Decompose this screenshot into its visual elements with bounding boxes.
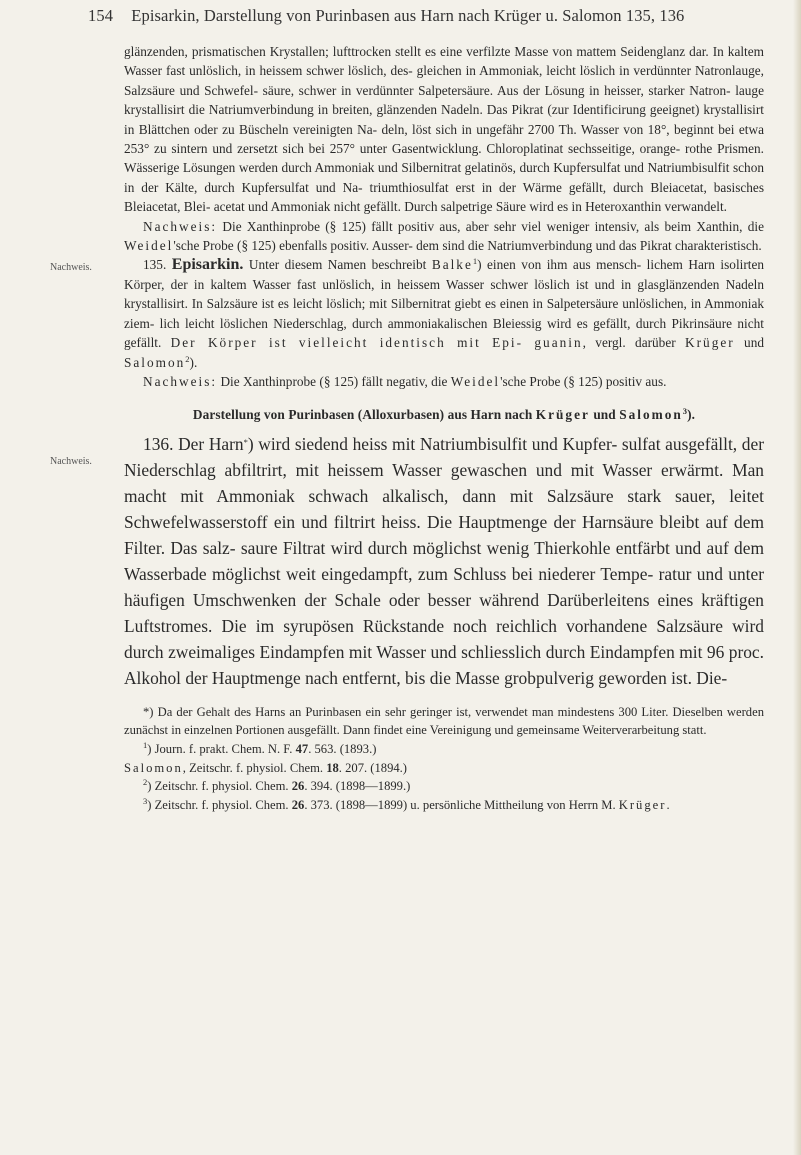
para-text: ) wird siedend heiss mit Natriumbisulfit und Kupfer- sulfat ausgefällt, der Niederschlag abfiltrirt, mit heissem Wasser gewaschen und mit Wasser erwärmt. Man macht mit Ammoniak schwach alkalisch, dann mit Salzsäure stark sauer, leitet Schwefelwasserstoff ein und filtrirt heiss. Die Hauptmenge der Harnsäure bleibt auf dem Filter. Das salz- saure Filtrat wird durch möglichst wenig Thierkohle entfärbt und auf dem Wasserbade möglichst weit eingedampft, zum Schluss bei niederer Tempe- ratur und unter häufigen Umschwenken der Schale oder besser während Darüberleitens eines kräftigen Luftstromes. Die im syrupösen Rückstande noch reichlich vorhandene Salzsäure wird durch zweimaliges Eindampfen mit Wasser und schliesslich durch Eindampfen mit 96 proc. Alkohol der Hauptmenge nach entfernt, bis die Masse grobpulverig geworden ist. Die- [124,433,764,688]
nachweis-text: 'sche Probe (§ 125) positiv aus. [500,373,667,389]
footnote-mark: 1 [143,739,148,750]
paragraph-nachweis-1 [124,217,764,256]
episarkin-text: , vergl. darüber [582,335,686,351]
paragraph-episarkin [124,255,764,371]
footnote-star [124,703,764,740]
volume-number: 26 [291,779,305,794]
footnotes [124,703,764,815]
footnote-text: . [666,797,670,812]
large-type-paragraph [124,431,764,691]
episarkin-text: Unter diesem Namen beschreibt [243,257,432,273]
episarkin-text: ). [189,354,198,370]
nachweis-text: 'sche Probe (§ 125) ebenfalls positiv. Ausser- dem sind die Natriumverbindung und das Pikrat charakteristisch. [173,238,762,254]
section-title: Episarkin. [171,256,244,274]
author-name: Salomon [124,760,183,775]
footnote-mark: * [143,704,150,719]
margin-note-nachweis: Nachweis. [50,262,92,273]
author-name: Salomon [124,354,186,370]
running-title: Episarkin, Darstellung von Purinbasen aus Harn nach Krüger u. Salomon 135, 136 [131,6,685,25]
page-edge-shadow [793,0,801,1155]
episarkin-text: ) einen von ihm aus mensch- lichem Harn isolirten Körper, der in kaltem Wasser fast unlöslich, in heissem Wasser schwer löslich ist und in glasglänzenden Nadeln krystallisirt. In Salzsäure ist es leicht löslich; mit Silbernitrat giebt es einen in Salpetersäure unlöslichen, in Ammoniak ziem- lich leicht löslichen Niederschlag, durch ammoniakalischen Bleiessig wird es gefällt, durch Pikrinsäure nicht gefällt. [124,257,765,351]
main-text [124,42,764,814]
paragraph-continuation: glänzenden, prismatischen Krystallen; lufttrocken stellt es eine verfilzte Masse von mattem Seidenglanz dar. In kaltem Wasser fast unlöslich, in heissem schwer löslich, des- gleichen in Ammoniak, leicht löslich in verdünnter Natronlauge, Salzsäure und Schwefel- säure, schwer in verdünnter Salpetersäure. Aus der Lösung in heisser, starker Natron- lauge krystallisirt die Natriumverbindung in breiten, glänzenden Nadeln. Das Pikrat (zur Identificirung geeignet) krystallisirt in Blättchen oder zu Büscheln vereinigten Na- deln, löst sich in ungefähr 2700 Th. Wasser von 18°, beginnt bei etwa 253° zu sintern und zersetzt sich bei 257° unter Gasentwicklung. Chloroplatinat sechsseitige, orange- rothe Prismen. Wässerige Lösungen werden durch Ammoniak und Silbernitrat gelatinös, durch Kupfersulfat und Natriumbisulfit schon in der Kälte, durch Kupfersulfat und Na- triumthiosulfat erst in der Wärme gefällt, durch Bleiacetat, basisches Bleiacetat, Blei- acetat und Ammoniak nicht gefällt. Durch salpetrige Säure wird es in Heteroxanthin verwandelt. [124,44,764,215]
footnote-2 [124,777,764,796]
footnote-1 [124,740,764,777]
footnote-mark: 3 [143,795,148,806]
footnote-text: ) Journ. f. prakt. Chem. N. F. [147,741,296,756]
nachweis-label: Nachweis: [143,218,218,234]
author-name: Salomon [619,407,683,423]
running-header [88,6,788,26]
para-text: Der Harn [173,433,244,454]
nachweis-label: Nachweis: [143,373,218,389]
author-name: Krüger [685,335,735,351]
section-number: 136. [143,433,174,454]
footnote-text: ) Zeitschr. f. physiol. Chem. [147,779,292,794]
nachweis-text: Die Xanthinprobe (§ 125) fällt negativ, die [217,373,451,389]
heading-text: ). [687,407,696,423]
heading-text: und [589,407,620,423]
margin-note-nachweis-2: Nachweis. [50,456,92,467]
author-name: Krüger [618,797,667,812]
author-name: Weidel [450,373,501,389]
paragraph-nachweis-2 [124,372,764,391]
footnote-text: . 373. (1898—1899) u. persönliche Mittheilung von Herrn M. [304,797,619,812]
footnote-text: . 207. (1894.) [338,760,408,775]
episarkin-text: und [734,335,764,351]
footnote-text: , Zeitschr. f. physiol. Chem. [182,760,327,775]
paragraph-136 [124,431,764,691]
footnote-text: . 394. (1898—1899.) [304,779,411,794]
footnote-3 [124,796,764,815]
section-heading [124,405,764,424]
author-name: Krüger [535,407,590,423]
heading-text: Darstellung von Purinbasen (Alloxurbasen) aus Harn nach [192,407,536,423]
footnote-ref: 3 [682,406,688,417]
footnote-text: ) Zeitschr. f. physiol. Chem. [147,797,292,812]
footnote-ref: 2 [185,353,190,364]
volume-number: 18 [326,760,339,775]
volume-number: 26 [291,797,305,812]
volume-number: 47 [295,741,309,756]
nachweis-text: Die Xanthinprobe (§ 125) fällt positiv aus, aber sehr viel weniger intensiv, als beim Xanthin, die [217,218,764,234]
page-number: 154 [88,6,114,25]
section-number: 135. [143,257,167,273]
footnote-text: ) Da der Gehalt des Harns an Purinbasen ein sehr geringer ist, verwendet man mindestens 300 Liter. Dieselben werden zunächst in einzelnen Portionen ausgefällt. Dann findet eine Vereinigung und gemeinsame Weiterverarbeitung statt. [124,704,764,738]
footnote-ref: 1 [472,256,478,267]
footnote-text: . 563. (1893.) [308,741,377,756]
author-name: Weidel [124,238,174,254]
author-name: Balke [431,257,473,273]
emphasis-text: Der Körper ist vielleicht identisch mit Epi- guanin [170,335,583,351]
footnote-mark: 2 [143,777,148,788]
footnote-ref: * [243,436,248,447]
